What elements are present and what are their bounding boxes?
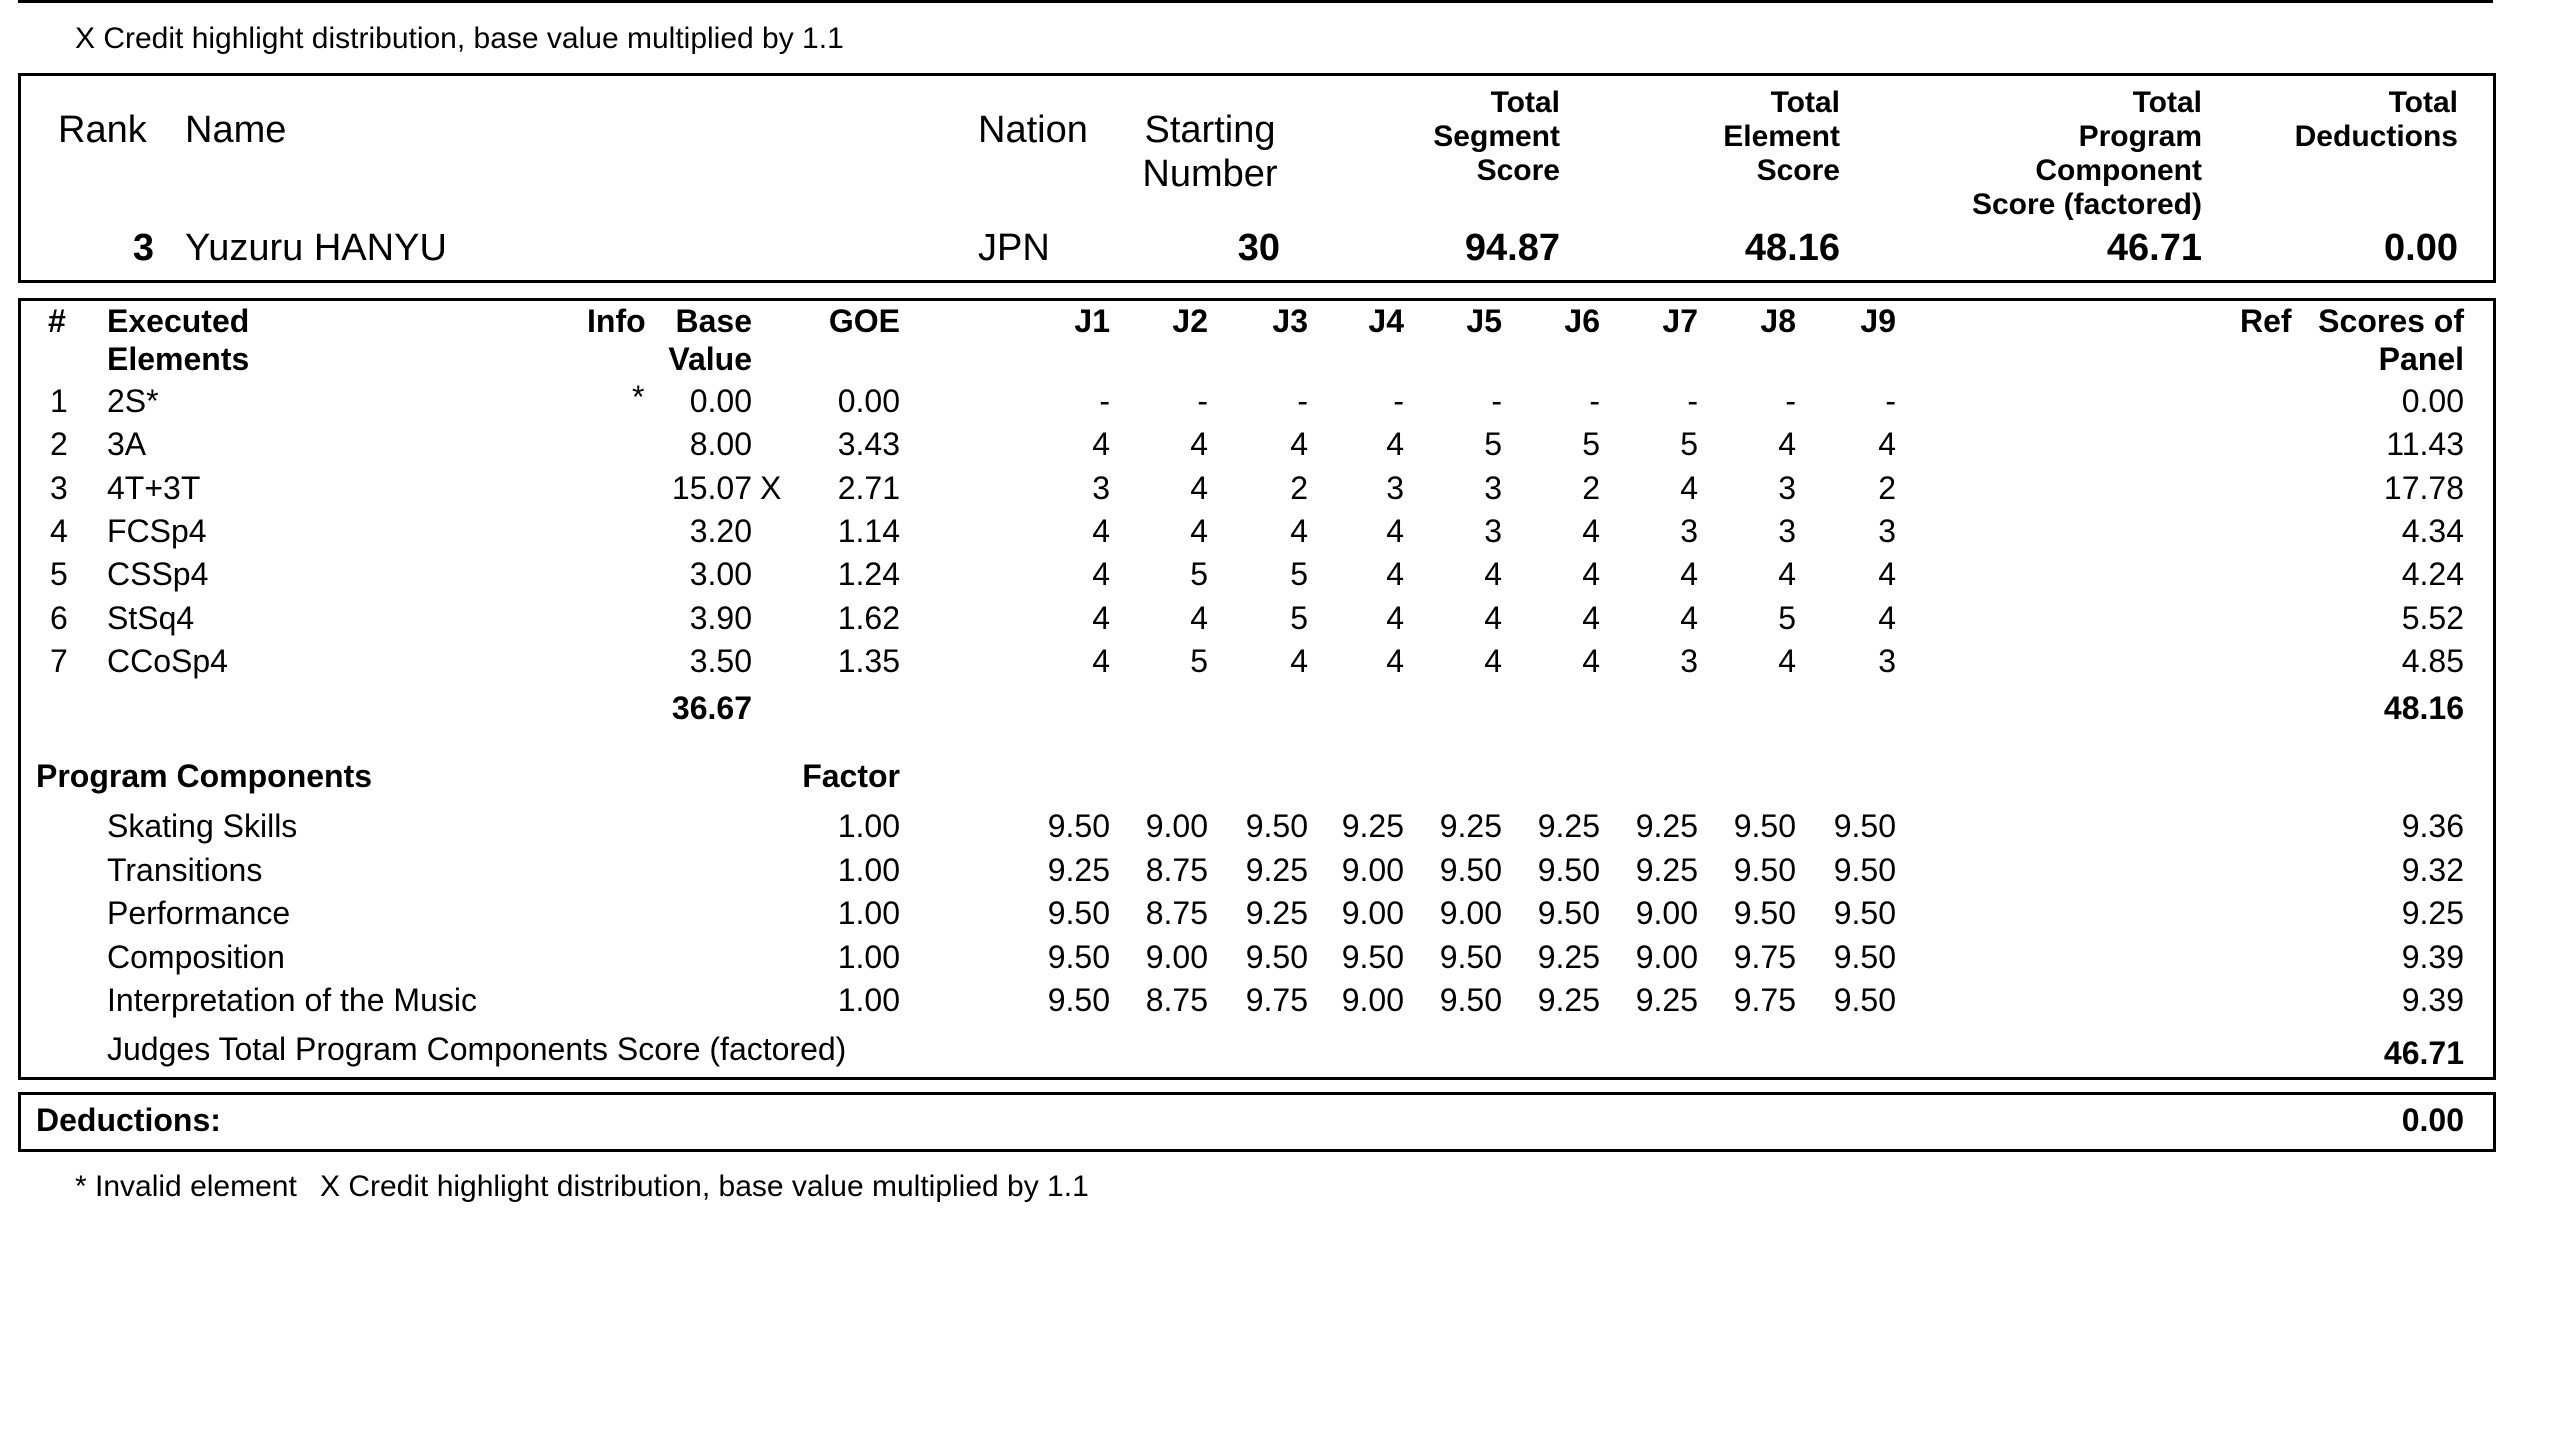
element-judge-score: 3 <box>1680 643 1698 679</box>
elements-base-total: 36.67 <box>671 690 752 726</box>
element-judge-score: - <box>1197 383 1208 419</box>
element-judge-score: 4 <box>1878 600 1896 636</box>
element-judge-score: 3 <box>1092 470 1110 506</box>
component-judge-score: 9.25 <box>1245 852 1308 888</box>
element-judge-score: 4 <box>1190 600 1208 636</box>
component-judge-score: 9.00 <box>1341 852 1404 888</box>
element-judge-score: 2 <box>1290 470 1308 506</box>
component-factor: 1.00 <box>837 982 900 1018</box>
top-note: X Credit highlight distribution, base value multiplied by 1.1 <box>75 22 844 55</box>
component-judge-score: 9.50 <box>1537 895 1600 931</box>
scores-label-line2: Panel <box>2378 341 2464 377</box>
judge-header-4: J4 <box>1368 303 1404 339</box>
component-judge-score: 9.50 <box>1341 939 1404 975</box>
component-panel-score: 9.25 <box>2401 895 2464 931</box>
judge-header-1: J1 <box>1074 303 1110 339</box>
name-label: Name <box>185 109 287 151</box>
elements-header-ref: Ref <box>2240 303 2292 339</box>
judge-header-5: J5 <box>1466 303 1502 339</box>
element-judge-score: 3 <box>1878 643 1896 679</box>
element-judge-score: 4 <box>1680 556 1698 592</box>
tes-label-line2: Element <box>1723 120 1840 153</box>
pcs-label-line2: Program <box>2078 120 2202 153</box>
judge-header-6: J6 <box>1564 303 1600 339</box>
element-judge-score: 5 <box>1190 556 1208 592</box>
element-num: 1 <box>50 383 68 419</box>
component-panel-score: 9.39 <box>2401 939 2464 975</box>
component-judge-score: 9.50 <box>1733 852 1796 888</box>
element-name: StSq4 <box>107 600 195 636</box>
element-base-value: 0.00 <box>689 383 752 419</box>
element-num: 7 <box>50 643 68 679</box>
component-factor: 1.00 <box>837 939 900 975</box>
component-name: Performance <box>107 895 291 931</box>
component-judge-score: 8.75 <box>1145 982 1208 1018</box>
component-judge-score: 9.25 <box>1635 982 1698 1018</box>
element-judge-score: 4 <box>1484 643 1502 679</box>
elements-header-scores <box>2200 302 2464 378</box>
nation-label: Nation <box>978 109 1088 151</box>
elements-score-total: 48.16 <box>2383 690 2464 726</box>
starting-number-value: 30 <box>1237 227 1280 269</box>
component-judge-score: 9.75 <box>1733 982 1796 1018</box>
component-factor: 1.00 <box>837 852 900 888</box>
element-judge-score: 4 <box>1092 643 1110 679</box>
element-panel-score: 4.34 <box>2401 513 2464 549</box>
component-judge-score: 9.50 <box>1245 939 1308 975</box>
component-name: Skating Skills <box>107 808 298 844</box>
element-judge-score: 3 <box>1484 513 1502 549</box>
tss-label <box>1380 86 1560 188</box>
element-base-value: 15.07 <box>671 470 752 506</box>
component-judge-score: 9.50 <box>1733 895 1796 931</box>
element-judge-score: 4 <box>1386 556 1404 592</box>
component-judge-score: 8.75 <box>1145 852 1208 888</box>
component-judge-score: 9.25 <box>1635 808 1698 844</box>
elements-header-goe: GOE <box>828 303 900 339</box>
component-judge-score: 9.25 <box>1439 808 1502 844</box>
component-judge-score: 9.50 <box>1537 852 1600 888</box>
component-name: Transitions <box>107 852 263 888</box>
component-judge-score: 9.50 <box>1439 939 1502 975</box>
base-label-line2: Value <box>668 341 752 377</box>
element-judge-score: 4 <box>1582 643 1600 679</box>
judge-header-9: J9 <box>1860 303 1896 339</box>
element-credit-marker: X <box>760 470 782 506</box>
element-judge-score: 4 <box>1582 600 1600 636</box>
component-judge-score: 9.25 <box>1047 852 1110 888</box>
judge-header-3: J3 <box>1272 303 1308 339</box>
element-judge-score: 4 <box>1092 556 1110 592</box>
component-judge-score: 9.50 <box>1047 939 1110 975</box>
element-name: FCSp4 <box>107 513 207 549</box>
element-num: 4 <box>50 513 68 549</box>
component-judge-score: 9.25 <box>1537 982 1600 1018</box>
element-goe: 1.24 <box>837 556 900 592</box>
component-name: Composition <box>107 939 285 975</box>
pcs-label-line4: Score (factored) <box>1971 188 2202 221</box>
element-judge-score: 4 <box>1680 600 1698 636</box>
element-judge-score: 5 <box>1484 426 1502 462</box>
component-judge-score: 9.50 <box>1733 808 1796 844</box>
tss-label-line1: Total <box>1490 86 1560 119</box>
element-judge-score: 4 <box>1386 426 1404 462</box>
tes-label-line1: Total <box>1770 86 1840 119</box>
component-panel-score: 9.36 <box>2401 808 2464 844</box>
element-judge-score: 4 <box>1778 643 1796 679</box>
element-judge-score: 5 <box>1582 426 1600 462</box>
starting-number-label <box>1120 108 1300 196</box>
element-judge-score: 2 <box>1878 470 1896 506</box>
element-judge-score: 4 <box>1190 513 1208 549</box>
executed-label-line1: Executed <box>107 303 250 339</box>
component-judge-score: 9.50 <box>1833 982 1896 1018</box>
element-judge-score: 5 <box>1290 556 1308 592</box>
pcs-total-value: 46.71 <box>2383 1035 2464 1071</box>
element-judge-score: 4 <box>1092 513 1110 549</box>
element-goe: 2.71 <box>837 470 900 506</box>
element-base-value: 8.00 <box>689 426 752 462</box>
element-judge-score: 4 <box>1290 426 1308 462</box>
element-judge-score: 4 <box>1290 643 1308 679</box>
element-name: CCoSp4 <box>107 643 228 679</box>
element-judge-score: 4 <box>1386 600 1404 636</box>
element-judge-score: 4 <box>1878 426 1896 462</box>
element-base-value: 3.90 <box>689 600 752 636</box>
component-judge-score: 9.25 <box>1245 895 1308 931</box>
element-judge-score: 3 <box>1878 513 1896 549</box>
deductions-label <box>2200 86 2458 154</box>
element-judge-score: 3 <box>1386 470 1404 506</box>
element-judge-score: 4 <box>1484 556 1502 592</box>
component-judge-score: 9.25 <box>1537 939 1600 975</box>
element-judge-score: - <box>1589 383 1600 419</box>
element-judge-score: 4 <box>1092 426 1110 462</box>
element-name: CSSp4 <box>107 556 209 592</box>
skater-name: Yuzuru HANYU <box>185 227 447 269</box>
element-judge-score: 4 <box>1190 426 1208 462</box>
scores-label-line1: Scores of <box>2318 303 2464 339</box>
deductions-box <box>18 1092 2496 1152</box>
element-goe: 1.14 <box>837 513 900 549</box>
component-judge-score: 9.50 <box>1833 939 1896 975</box>
tss-label-line3: Score <box>1476 154 1560 187</box>
footer-note-credit: X Credit highlight distribution, base value multiplied by 1.1 <box>320 1170 1089 1203</box>
element-info: * <box>632 379 645 415</box>
component-judge-score: 9.75 <box>1245 982 1308 1018</box>
component-judge-score: 9.50 <box>1439 982 1502 1018</box>
element-panel-score: 17.78 <box>2383 470 2464 506</box>
component-judge-score: 9.00 <box>1341 982 1404 1018</box>
component-judge-score: 9.50 <box>1047 982 1110 1018</box>
element-judge-score: - <box>1687 383 1698 419</box>
component-judge-score: 9.00 <box>1145 939 1208 975</box>
element-judge-score: 5 <box>1290 600 1308 636</box>
element-judge-score: 4 <box>1386 513 1404 549</box>
component-judge-score: 9.50 <box>1833 895 1896 931</box>
pcs-label-line3: Component <box>2035 154 2202 187</box>
component-judge-score: 9.50 <box>1047 895 1110 931</box>
element-judge-score: 5 <box>1778 600 1796 636</box>
component-name: Interpretation of the Music <box>107 982 477 1018</box>
component-judge-score: 9.50 <box>1439 852 1502 888</box>
component-judge-score: 9.25 <box>1635 852 1698 888</box>
component-judge-score: 9.00 <box>1635 939 1698 975</box>
component-judge-score: 9.00 <box>1635 895 1698 931</box>
element-num: 3 <box>50 470 68 506</box>
element-judge-score: 5 <box>1680 426 1698 462</box>
element-judge-score: - <box>1785 383 1796 419</box>
pcs-value: 46.71 <box>2106 227 2202 269</box>
judge-header-8: J8 <box>1760 303 1796 339</box>
pcs-total-label: Judges Total Program Components Score (factored) <box>107 1031 847 1067</box>
element-judge-score: 4 <box>1484 600 1502 636</box>
component-judge-score: 9.00 <box>1145 808 1208 844</box>
element-base-value: 3.20 <box>689 513 752 549</box>
component-judge-score: 9.25 <box>1341 808 1404 844</box>
component-factor: 1.00 <box>837 895 900 931</box>
element-base-value: 3.50 <box>689 643 752 679</box>
starting-label-line1: Starting <box>1144 109 1276 151</box>
component-judge-score: 9.50 <box>1833 808 1896 844</box>
component-panel-score: 9.32 <box>2401 852 2464 888</box>
element-name: 4T+3T <box>107 470 201 506</box>
executed-label-line2: Elements <box>107 341 250 377</box>
element-goe: 1.62 <box>837 600 900 636</box>
element-judge-score: 3 <box>1484 470 1502 506</box>
element-base-value: 3.00 <box>689 556 752 592</box>
element-goe: 1.35 <box>837 643 900 679</box>
starting-label-line2: Number <box>1142 153 1278 195</box>
elements-header-base <box>620 302 752 378</box>
element-name: 2S* <box>107 383 159 419</box>
element-judge-score: 4 <box>1582 513 1600 549</box>
element-judge-score: 4 <box>1778 426 1796 462</box>
element-num: 5 <box>50 556 68 592</box>
tss-value: 94.87 <box>1464 227 1560 269</box>
component-judge-score: 9.50 <box>1833 852 1896 888</box>
base-label-line1: Base <box>675 303 752 339</box>
element-panel-score: 5.52 <box>2401 600 2464 636</box>
element-num: 2 <box>50 426 68 462</box>
tes-value: 48.16 <box>1744 227 1840 269</box>
component-judge-score: 8.75 <box>1145 895 1208 931</box>
tes-label-line3: Score <box>1756 154 1840 187</box>
rank-value: 3 <box>132 227 154 269</box>
component-panel-score: 9.39 <box>2401 982 2464 1018</box>
element-judge-score: - <box>1099 383 1110 419</box>
elements-header-num: # <box>48 303 66 339</box>
elements-header-executed <box>107 302 249 378</box>
element-judge-score: - <box>1297 383 1308 419</box>
elements-header-info: Info <box>587 303 646 339</box>
element-judge-score: - <box>1491 383 1502 419</box>
deductions-value: 0.00 <box>2384 227 2458 269</box>
element-judge-score: 4 <box>1778 556 1796 592</box>
nation-value: JPN <box>978 227 1050 269</box>
top-rule <box>18 0 2493 3</box>
element-panel-score: 0.00 <box>2401 383 2464 419</box>
factor-label: Factor <box>802 758 900 794</box>
judge-header-2: J2 <box>1172 303 1208 339</box>
element-name: 3A <box>107 426 147 462</box>
ded-label-line1: Total <box>2388 86 2458 119</box>
element-judge-score: 4 <box>1190 470 1208 506</box>
element-judge-score: 3 <box>1778 513 1796 549</box>
element-judge-score: 4 <box>1582 556 1600 592</box>
deductions-row-label: Deductions: <box>36 1102 221 1138</box>
ded-label-line2: Deductions <box>2294 120 2458 153</box>
component-judge-score: 9.50 <box>1047 808 1110 844</box>
element-judge-score: 2 <box>1582 470 1600 506</box>
deductions-row-value: 0.00 <box>2401 1102 2464 1138</box>
pcs-label <box>1900 86 2202 222</box>
element-judge-score: 4 <box>1290 513 1308 549</box>
element-judge-score: 3 <box>1778 470 1796 506</box>
element-num: 6 <box>50 600 68 636</box>
component-factor: 1.00 <box>837 808 900 844</box>
element-judge-score: 4 <box>1386 643 1404 679</box>
element-judge-score: - <box>1393 383 1404 419</box>
rank-label: Rank <box>58 109 147 151</box>
component-judge-score: 9.75 <box>1733 939 1796 975</box>
element-judge-score: 4 <box>1092 600 1110 636</box>
judge-header-7: J7 <box>1662 303 1698 339</box>
element-judge-score: - <box>1885 383 1896 419</box>
element-judge-score: 5 <box>1190 643 1208 679</box>
program-components-title: Program Components <box>36 758 373 794</box>
component-judge-score: 9.00 <box>1341 895 1404 931</box>
pcs-label-line1: Total <box>2132 86 2202 119</box>
element-judge-score: 4 <box>1680 470 1698 506</box>
element-panel-score: 11.43 <box>2386 426 2464 462</box>
element-goe: 3.43 <box>837 426 900 462</box>
tss-label-line2: Segment <box>1433 120 1560 153</box>
component-judge-score: 9.25 <box>1537 808 1600 844</box>
element-goe: 0.00 <box>837 383 900 419</box>
element-judge-score: 3 <box>1680 513 1698 549</box>
element-panel-score: 4.85 <box>2401 643 2464 679</box>
footer-note-invalid: * Invalid element <box>75 1170 297 1203</box>
element-panel-score: 4.24 <box>2401 556 2464 592</box>
component-judge-score: 9.00 <box>1439 895 1502 931</box>
component-judge-score: 9.50 <box>1245 808 1308 844</box>
tes-label <box>1660 86 1840 188</box>
element-judge-score: 4 <box>1878 556 1896 592</box>
